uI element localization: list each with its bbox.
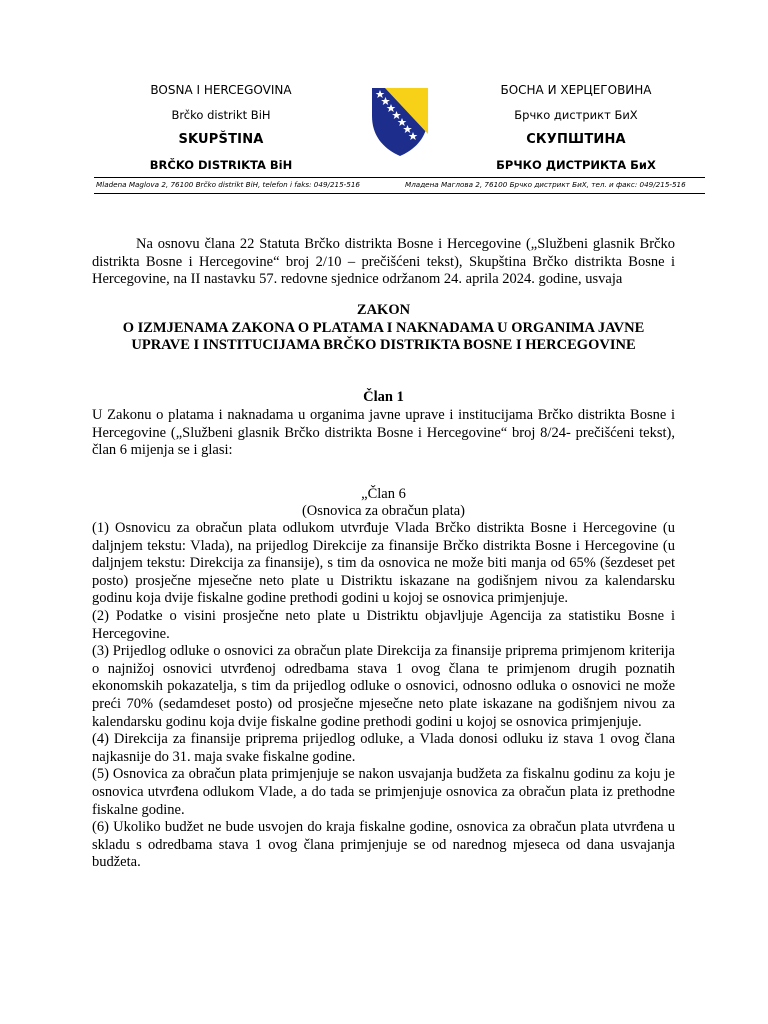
letterhead-latin <box>96 82 346 173</box>
article-6-subheading: (Osnovica za obračun plata) <box>301 503 466 519</box>
header-rule-top <box>94 177 705 178</box>
assembly-name-cyrillic: СКУПШТИНА <box>526 132 626 147</box>
country-name: BOSNA I HERCEGOVINA <box>150 83 292 97</box>
header-rule-bottom <box>94 193 705 194</box>
paragraph-6: (6) Ukoliko budžet ne bude usvojen do kraja fiskalne godine, osnovica za obračun plata utvrđena u skladu s odredbama stava 1 ovog člana primjenjuje se od narednog mjeseca od dana usvajanja budžeta. <box>92 819 675 871</box>
address-latin: Mladena Maglova 2, 76100 Brčko distrikt BiH, telefon i faks: 049/215-516 <box>96 180 360 189</box>
letterhead-cyrillic <box>451 82 701 173</box>
country-name-cyrillic: БОСНА И ХЕРЦЕГОВИНА <box>500 83 652 97</box>
assembly-district: BRČKO DISTRIKTA BiH <box>149 158 293 172</box>
assembly-name: SKUPŠTINA <box>178 132 264 147</box>
article-6-heading: „Član 6 <box>361 486 406 502</box>
district-name-cyrillic: Брчко дистрикт БиХ <box>514 108 638 122</box>
article-6-paragraphs <box>92 520 675 872</box>
law-title-line3: UPRAVE I INSTITUCIJAMA BRČKO DISTRIKTA BOSNE I HERCEGOVINE <box>131 337 636 354</box>
assembly-district-cyrillic: БРЧКО ДИСТРИКТА БиХ <box>496 158 656 172</box>
law-title <box>92 302 675 355</box>
paragraph-4: (4) Direkcija za finansije priprema prijedlog odluke, a Vlada donosi odluku iz stava 1 ovog člana najkasnije do 31. maja svake fiskalne godine. <box>92 731 675 765</box>
paragraph-5: (5) Osnovica za obračun plata primjenjuje se nakon usvajanja budžeta za fiskalnu godinu za koju je osnovica utvrđena odlukom Vlade, a do tada se primjenjuje osnovica za obračun plata iz prethodne fiskalne godine. <box>92 766 675 818</box>
intro-paragraph: Na osnovu člana 22 Statuta Brčko distrikta Bosne i Hercegovine („Službeni glasnik Brčko distrikta Bosne i Hercegovine“ broj 2/10 – prečišćeni tekst), Skupština Brčko distrikta Bosne i Hercegovine, na II nastavku 57. redovne sjednice održanom 24. aprila 2024. godine, usvaja <box>92 236 675 288</box>
paragraph-1: (1) Osnovicu za obračun plata odlukom utvrđuje Vlada Brčko distrikta Bosne i Hercegovine (u daljnjem tekstu: Vlada), na prijedlog Direkcije za finansije Brčko distrikta Bosne i Hercegovine (u daljnjem tekstu: Direkcija za finansije), s tim da osnovica ne može biti manja od 65% (šezdeset pet posto) prosječne mjesečne neto plate u Distriktu iskazane na godišnjem nivou za kalendarsku godinu koja dvije fiskalne godine prethodi godini u kojoj se osnovica primjenjuje. <box>92 520 675 607</box>
coat-of-arms-icon <box>368 86 432 158</box>
law-title-line1: ZAKON <box>356 302 411 318</box>
article-1-text: U Zakonu o platama i naknadama u organima javne uprave i institucijama Brčko distrikta Bosne i Hercegovine („Službeni glasnik Brčko distrikta Bosne i Hercegovine“ broj 8/24- prečišćeni tekst), član 6 mijenja se i glasi: <box>92 407 675 459</box>
district-name: Brčko distrikt BiH <box>171 108 271 122</box>
paragraph-2: (2) Podatke o visini prosječne neto plate u Distriktu objavljuje Agencija za statistiku Bosne i Hercegovine. <box>92 607 675 642</box>
law-title-line2: O IZMJENAMA ZAKONA O PLATAMA I NAKNADAMA U ORGANIMA JAVNE <box>122 319 645 336</box>
article-1-heading: Član 1 <box>363 389 404 405</box>
paragraph-3: (3) Prijedlog odluke o osnovici za obračun plate Direkcija za finansije priprema primjenom kriterija o najnižoj osnovici utvrđenoj odredbama stava 1 ovog člana te primjenom drugih poznatih ekonomskih pokazatelja, s tim da prijedlog odluke o osnovici, odnosno odluka o osnovici ne može preći 70% (sedamdeset posto) od prosječne mjesečne neto plate iskazane na godišnjem nivou za kalendarsku godinu koja dvije fiskalne godine prethodi godini u kojoj se osnovica primjenjuje. <box>92 643 675 730</box>
address-cyrillic: Младена Маглова 2, 76100 Брчко дистрикт БиХ, тел. и факс: 049/215-516 <box>405 180 686 189</box>
